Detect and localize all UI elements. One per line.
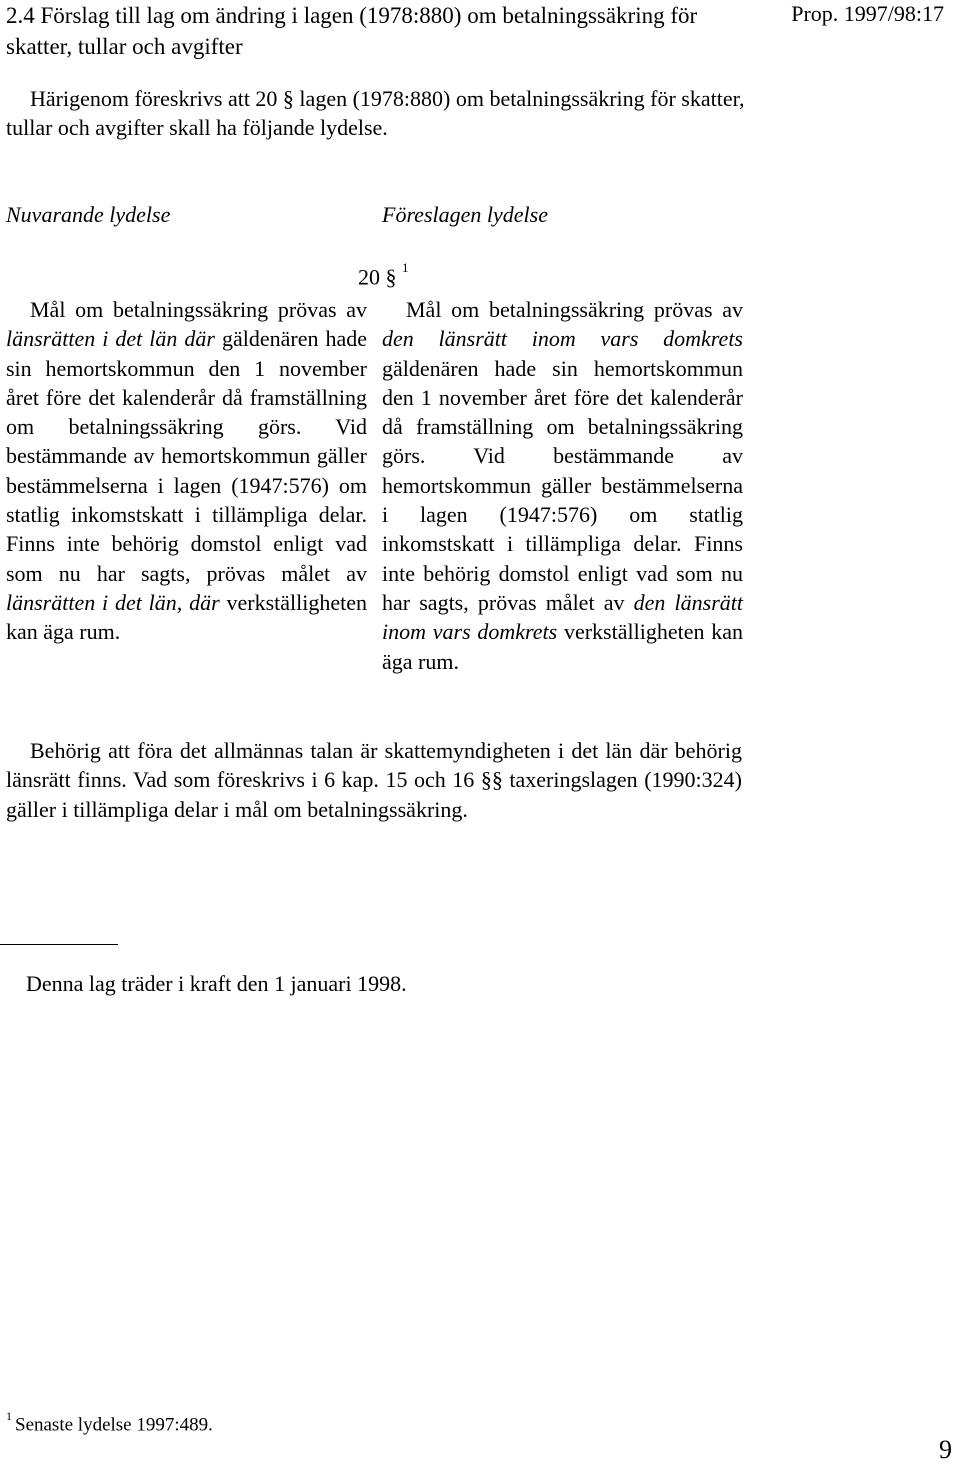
column-heading-proposed: Föreslagen lydelse: [382, 202, 548, 227]
proposed-wording: [382, 295, 743, 676]
footnote: [6, 1406, 213, 1438]
current-text-2: gäldenären hade sin hemortskommun den 1 november året före det kalenderår då framställning om betalningssäkring görs. Vid bestämmande av hemortskommun gäller bestämmelserna i lagen (1947:576) om statlig inkomstskatt i tillämpliga delar. Finns inte behörig domstol enligt vad som nu har sagts, prövas målet av: [6, 326, 368, 586]
paragraph-number-text: 20 §: [358, 264, 397, 290]
footnote-text: Senaste lydelse 1997:489.: [15, 1414, 213, 1436]
common-paragraph: Behörig att föra det allmännas talan är skattemyndigheten i det län där behörig länsrätt finns. Vad som föreskrivs i 6 kap. 15 och 16 §§ taxeringslagen (1990:324) gäller i tillämpliga delar i mål om betalningssäkring.: [6, 738, 742, 822]
current-wording: [6, 295, 367, 647]
section-heading: 2.4 Förslag till lag om ändring i lagen (1978:880) om betalningssäkring för skatter, tullar och avgifter: [6, 3, 698, 59]
current-text-1: Mål om betalningssäkring prövas av: [30, 297, 367, 322]
proposed-text-3: verkställigheten kan äga rum.: [382, 619, 743, 674]
current-emphasis-1: länsrätten i det län där: [6, 326, 215, 352]
entry-into-force: Denna lag träder i kraft den 1 januari 1998.: [26, 971, 407, 996]
proposed-emphasis-1: den länsrätt inom vars domkrets: [382, 326, 743, 352]
proposed-emphasis-2: den länsrätt inom vars domkrets: [382, 589, 743, 645]
intro-text: Härigenom föreskrivs att 20 § lagen (1978:880) om betalningssäkring för skatter, tullar och avgifter skall ha följande lydelse.: [6, 86, 745, 140]
page-number: 9: [939, 1435, 952, 1464]
column-heading-current: Nuvarande lydelse: [6, 202, 171, 227]
current-text-3: verkställigheten kan äga rum.: [6, 589, 367, 645]
intro-paragraph: [6, 84, 746, 142]
footnote-marker: 1: [6, 1409, 12, 1423]
divider-rule: [0, 944, 118, 945]
prop-reference: Prop. 1997/98:17: [791, 1, 944, 26]
paragraph-number: [358, 258, 409, 291]
current-emphasis-2: länsrätten i det län, där: [6, 589, 220, 615]
proposed-text-2: gäldenären hade sin hemortskommun den 1 november året före det kalenderår då framställning om betalningssäkring görs. Vid bestämmande av hemortskommun gäller bestämmelserna i lagen (1947:576) om statlig inkomstskatt i tillämpliga delar. Finns inte behörig domstol enligt vad som nu har sagts, prövas målet av: [382, 355, 743, 615]
footnote-reference: 1: [402, 260, 409, 275]
proposed-text-1: Mål om betalningssäkring prövas av: [406, 297, 743, 322]
